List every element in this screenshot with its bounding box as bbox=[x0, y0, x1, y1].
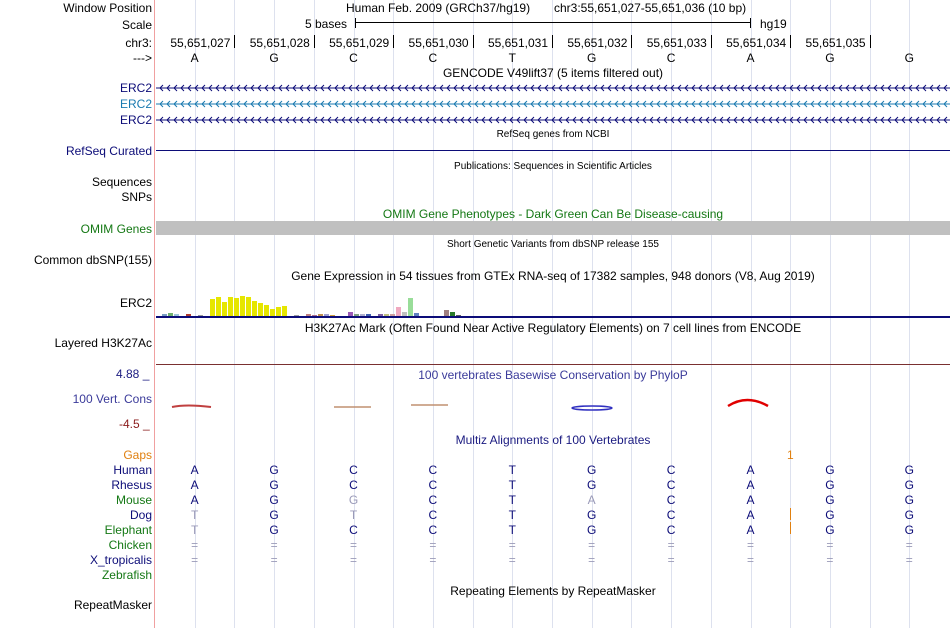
gtex-tissue-bar[interactable] bbox=[258, 303, 263, 316]
alignment-base: G bbox=[587, 523, 597, 537]
coordinate-tick bbox=[473, 35, 474, 48]
alignment-base: = bbox=[746, 538, 754, 552]
gencode-gene-label[interactable]: ERC2 bbox=[119, 97, 152, 111]
alignment-base: = bbox=[667, 538, 675, 552]
position-text: chr3:55,651,027-55,651,036 (10 bp) bbox=[554, 1, 747, 15]
coordinate-tick bbox=[552, 35, 553, 48]
alignment-base: = bbox=[191, 538, 199, 552]
grid-line bbox=[552, 0, 553, 628]
species-label[interactable]: X_tropicalis bbox=[89, 553, 152, 567]
coordinate-tick-label: 55,651,028 bbox=[249, 36, 310, 50]
alignment-base: T bbox=[508, 463, 516, 477]
alignment-base: G bbox=[587, 508, 597, 522]
alignment-base: = bbox=[429, 553, 437, 567]
scale-label: Scale bbox=[121, 18, 152, 32]
alignment-base: = bbox=[905, 538, 913, 552]
multiz-track-title[interactable]: Multiz Alignments of 100 Vertebrates bbox=[455, 433, 651, 447]
phylop-max-label: 4.88 _ bbox=[116, 367, 150, 381]
gencode-transcript-line[interactable] bbox=[156, 115, 950, 125]
alignment-base: G bbox=[587, 463, 597, 477]
gaps-label[interactable]: Gaps bbox=[123, 448, 152, 462]
coordinate-tick-label: 55,651,035 bbox=[805, 36, 866, 50]
grid-line bbox=[711, 0, 712, 628]
species-label[interactable]: Elephant bbox=[104, 523, 152, 537]
insertion-marker bbox=[790, 522, 791, 534]
repeatmasker-label[interactable]: RepeatMasker bbox=[73, 598, 152, 612]
alignment-base: G bbox=[269, 523, 279, 537]
species-label[interactable]: Human bbox=[113, 463, 152, 477]
alignment-base: C bbox=[428, 478, 438, 492]
gtex-tissue-bar[interactable] bbox=[408, 298, 413, 316]
alignment-base: C bbox=[428, 463, 438, 477]
refseq-feature-line[interactable] bbox=[156, 150, 950, 151]
h3k27ac-track-title[interactable]: H3K27Ac Mark (Often Found Near Active Regulatory Elements) on 7 cell lines from ENCODE bbox=[304, 321, 802, 335]
sequence-base: A bbox=[190, 51, 199, 65]
species-label[interactable]: Mouse bbox=[115, 493, 152, 507]
db-name: hg19 bbox=[760, 17, 787, 31]
alignment-base: T bbox=[191, 523, 199, 537]
gtex-tissue-bar[interactable] bbox=[252, 301, 257, 316]
alignment-base: G bbox=[348, 493, 359, 507]
alignment-base: A bbox=[190, 463, 199, 477]
publications-track-title[interactable]: Publications: Sequences in Scientific Articles bbox=[454, 161, 652, 172]
alignment-base: = bbox=[746, 553, 754, 567]
refseq-label[interactable]: RefSeq Curated bbox=[65, 144, 152, 158]
chrom-label: chr3: bbox=[125, 36, 152, 50]
alignment-base: G bbox=[825, 523, 835, 537]
alignment-base: T bbox=[191, 508, 199, 522]
alignment-base: = bbox=[588, 553, 596, 567]
gtex-tissue-bar[interactable] bbox=[246, 297, 251, 316]
alignment-base: C bbox=[428, 508, 438, 522]
alignment-base: G bbox=[825, 493, 835, 507]
refseq-track-title[interactable]: RefSeq genes from NCBI bbox=[496, 129, 610, 140]
alignment-base: T bbox=[508, 523, 516, 537]
sequence-base: T bbox=[508, 51, 516, 65]
coordinate-tick bbox=[711, 35, 712, 48]
alignment-base: = bbox=[826, 538, 834, 552]
alignment-base: C bbox=[349, 478, 358, 492]
dbsnp-track-title[interactable]: Short Genetic Variants from dbSNP release 155 bbox=[447, 239, 659, 250]
repeatmasker-track-title[interactable]: Repeating Elements by RepeatMasker bbox=[450, 584, 656, 598]
alignment-base: C bbox=[666, 508, 676, 522]
coordinate-tick bbox=[870, 35, 871, 48]
phylop-peak-5 bbox=[728, 400, 768, 406]
coordinate-tick bbox=[314, 35, 315, 48]
alignment-base: A bbox=[746, 493, 755, 507]
coordinate-tick bbox=[790, 35, 791, 48]
coordinate-tick-label: 55,651,029 bbox=[329, 36, 390, 50]
alignment-base: G bbox=[825, 463, 835, 477]
phylop-min-label: -4.5 _ bbox=[119, 417, 150, 431]
alignment-base: C bbox=[349, 463, 358, 477]
coordinate-tick-label: 55,651,027 bbox=[170, 36, 231, 50]
coordinate-tick bbox=[631, 35, 632, 48]
h3k27ac-label[interactable]: Layered H3K27Ac bbox=[54, 336, 152, 350]
alignment-base: A bbox=[746, 523, 755, 537]
phylop-peak-1 bbox=[172, 406, 211, 408]
gtex-gene-label[interactable]: ERC2 bbox=[119, 296, 152, 310]
alignment-base: A bbox=[190, 493, 199, 507]
species-label[interactable]: Dog bbox=[129, 508, 152, 522]
sequence-base: G bbox=[269, 51, 279, 65]
alignment-base: C bbox=[666, 493, 676, 507]
gtex-gene-line bbox=[156, 316, 950, 318]
alignment-base: G bbox=[269, 463, 279, 477]
scale-text: 5 bases bbox=[305, 17, 348, 31]
phylop-graph[interactable] bbox=[156, 395, 950, 415]
label-divider bbox=[154, 0, 155, 628]
sequences-label[interactable]: Sequences bbox=[91, 175, 152, 189]
alignment-base: G bbox=[825, 478, 835, 492]
coordinate-tick bbox=[234, 35, 235, 48]
omim-feature-bar[interactable] bbox=[156, 221, 950, 235]
alignment-base: C bbox=[666, 478, 676, 492]
alignment-base: G bbox=[825, 508, 835, 522]
window-position-label: Window Position bbox=[63, 1, 152, 15]
alignment-base: = bbox=[270, 553, 278, 567]
alignment-base: = bbox=[349, 553, 357, 567]
species-label[interactable]: Chicken bbox=[108, 538, 152, 552]
gtex-tissue-bar[interactable] bbox=[210, 299, 215, 316]
alignment-base: C bbox=[349, 523, 358, 537]
sequence-base: C bbox=[428, 51, 438, 65]
gtex-tissue-bar[interactable] bbox=[240, 296, 245, 316]
alignment-base: G bbox=[269, 478, 279, 492]
sequence-base: G bbox=[904, 51, 914, 65]
alignment-base: = bbox=[508, 538, 516, 552]
alignment-base: = bbox=[429, 538, 437, 552]
gencode-gene-label[interactable]: ERC2 bbox=[119, 81, 152, 95]
gtex-tissue-bar[interactable] bbox=[228, 297, 233, 316]
gtex-tissue-bar[interactable] bbox=[396, 307, 401, 316]
alignment-base: A bbox=[190, 478, 199, 492]
gtex-tissue-bar[interactable] bbox=[216, 297, 221, 316]
omim-label[interactable]: OMIM Genes bbox=[80, 222, 152, 236]
gap-count: 1 bbox=[787, 448, 794, 462]
alignment-base: C bbox=[428, 493, 438, 507]
alignment-base: = bbox=[270, 538, 278, 552]
phylop-track-title[interactable]: 100 vertebrates Basewise Conservation by PhyloP bbox=[418, 368, 688, 382]
alignment-base: = bbox=[191, 553, 199, 567]
gtex-tissue-bar[interactable] bbox=[270, 309, 275, 316]
grid-line bbox=[314, 0, 315, 628]
gtex-tissue-bar[interactable] bbox=[276, 307, 281, 316]
phylop-label[interactable]: 100 Vert. Cons bbox=[72, 392, 152, 406]
alignment-base: = bbox=[905, 553, 913, 567]
sequence-base: C bbox=[666, 51, 676, 65]
alignment-base: T bbox=[508, 478, 516, 492]
alignment-base: T bbox=[508, 508, 516, 522]
alignment-base: A bbox=[587, 493, 596, 507]
snps-label[interactable]: SNPs bbox=[121, 190, 152, 204]
gencode-track-title[interactable]: GENCODE V49lift37 (5 items filtered out) bbox=[442, 66, 664, 80]
alignment-base: T bbox=[349, 508, 358, 522]
gtex-track-title[interactable]: Gene Expression in 54 tissues from GTEx RNA-seq of 17382 samples, 948 donors (V8, Aug 2019) bbox=[291, 269, 815, 283]
sequence-base: C bbox=[349, 51, 358, 65]
assembly-title: Human Feb. 2009 (GRCh37/hg19) bbox=[346, 1, 531, 15]
grid-line bbox=[631, 0, 632, 628]
species-label[interactable]: Rhesus bbox=[111, 478, 152, 492]
alignment-base: A bbox=[746, 508, 755, 522]
grid-line bbox=[473, 0, 474, 628]
phylop-peak-4 bbox=[572, 406, 612, 410]
alignment-base: G bbox=[269, 508, 279, 522]
gencode-transcript-line[interactable] bbox=[156, 83, 950, 93]
gencode-transcript-line[interactable] bbox=[156, 99, 950, 109]
coordinate-tick bbox=[393, 35, 394, 48]
coordinate-tick-label: 55,651,032 bbox=[567, 36, 628, 50]
alignment-base: = bbox=[588, 538, 596, 552]
alignment-base: G bbox=[904, 478, 914, 492]
gtex-tissue-bar[interactable] bbox=[264, 305, 269, 316]
gtex-tissue-bar[interactable] bbox=[222, 302, 227, 316]
alignment-base: G bbox=[587, 478, 597, 492]
omim-track-title[interactable]: OMIM Gene Phenotypes - Dark Green Can Be Disease-causing bbox=[382, 207, 724, 221]
alignment-base: G bbox=[904, 523, 914, 537]
h3k27ac-baseline bbox=[156, 364, 950, 365]
sequence-base: A bbox=[746, 51, 755, 65]
alignment-base: C bbox=[428, 523, 438, 537]
coordinate-tick-label: 55,651,034 bbox=[726, 36, 787, 50]
alignment-base: = bbox=[349, 538, 357, 552]
grid-line bbox=[870, 0, 871, 628]
insertion-marker bbox=[790, 508, 791, 520]
alignment-base: T bbox=[508, 493, 516, 507]
alignment-base: = bbox=[667, 553, 675, 567]
scale-bar bbox=[355, 18, 751, 28]
alignment-base: G bbox=[269, 493, 279, 507]
dbsnp-label[interactable]: Common dbSNP(155) bbox=[33, 253, 152, 267]
coordinate-tick-label: 55,651,031 bbox=[487, 36, 548, 50]
alignment-base: G bbox=[904, 463, 914, 477]
coordinate-tick-label: 55,651,033 bbox=[646, 36, 707, 50]
gencode-gene-label[interactable]: ERC2 bbox=[119, 113, 152, 127]
species-label[interactable]: Zebrafish bbox=[101, 568, 152, 582]
coordinate-tick-label: 55,651,030 bbox=[408, 36, 469, 50]
gtex-tissue-bar[interactable] bbox=[234, 298, 239, 316]
alignment-base: G bbox=[904, 508, 914, 522]
alignment-base: = bbox=[826, 553, 834, 567]
alignment-base: A bbox=[746, 463, 755, 477]
alignment-base: C bbox=[666, 523, 676, 537]
alignment-base: C bbox=[666, 463, 676, 477]
sequence-base: G bbox=[587, 51, 597, 65]
alignment-base: G bbox=[904, 493, 914, 507]
alignment-base: A bbox=[746, 478, 755, 492]
gtex-tissue-bar[interactable] bbox=[282, 306, 287, 316]
sequence-base: G bbox=[825, 51, 835, 65]
strand-label: ---> bbox=[133, 51, 152, 65]
alignment-base: = bbox=[508, 553, 516, 567]
